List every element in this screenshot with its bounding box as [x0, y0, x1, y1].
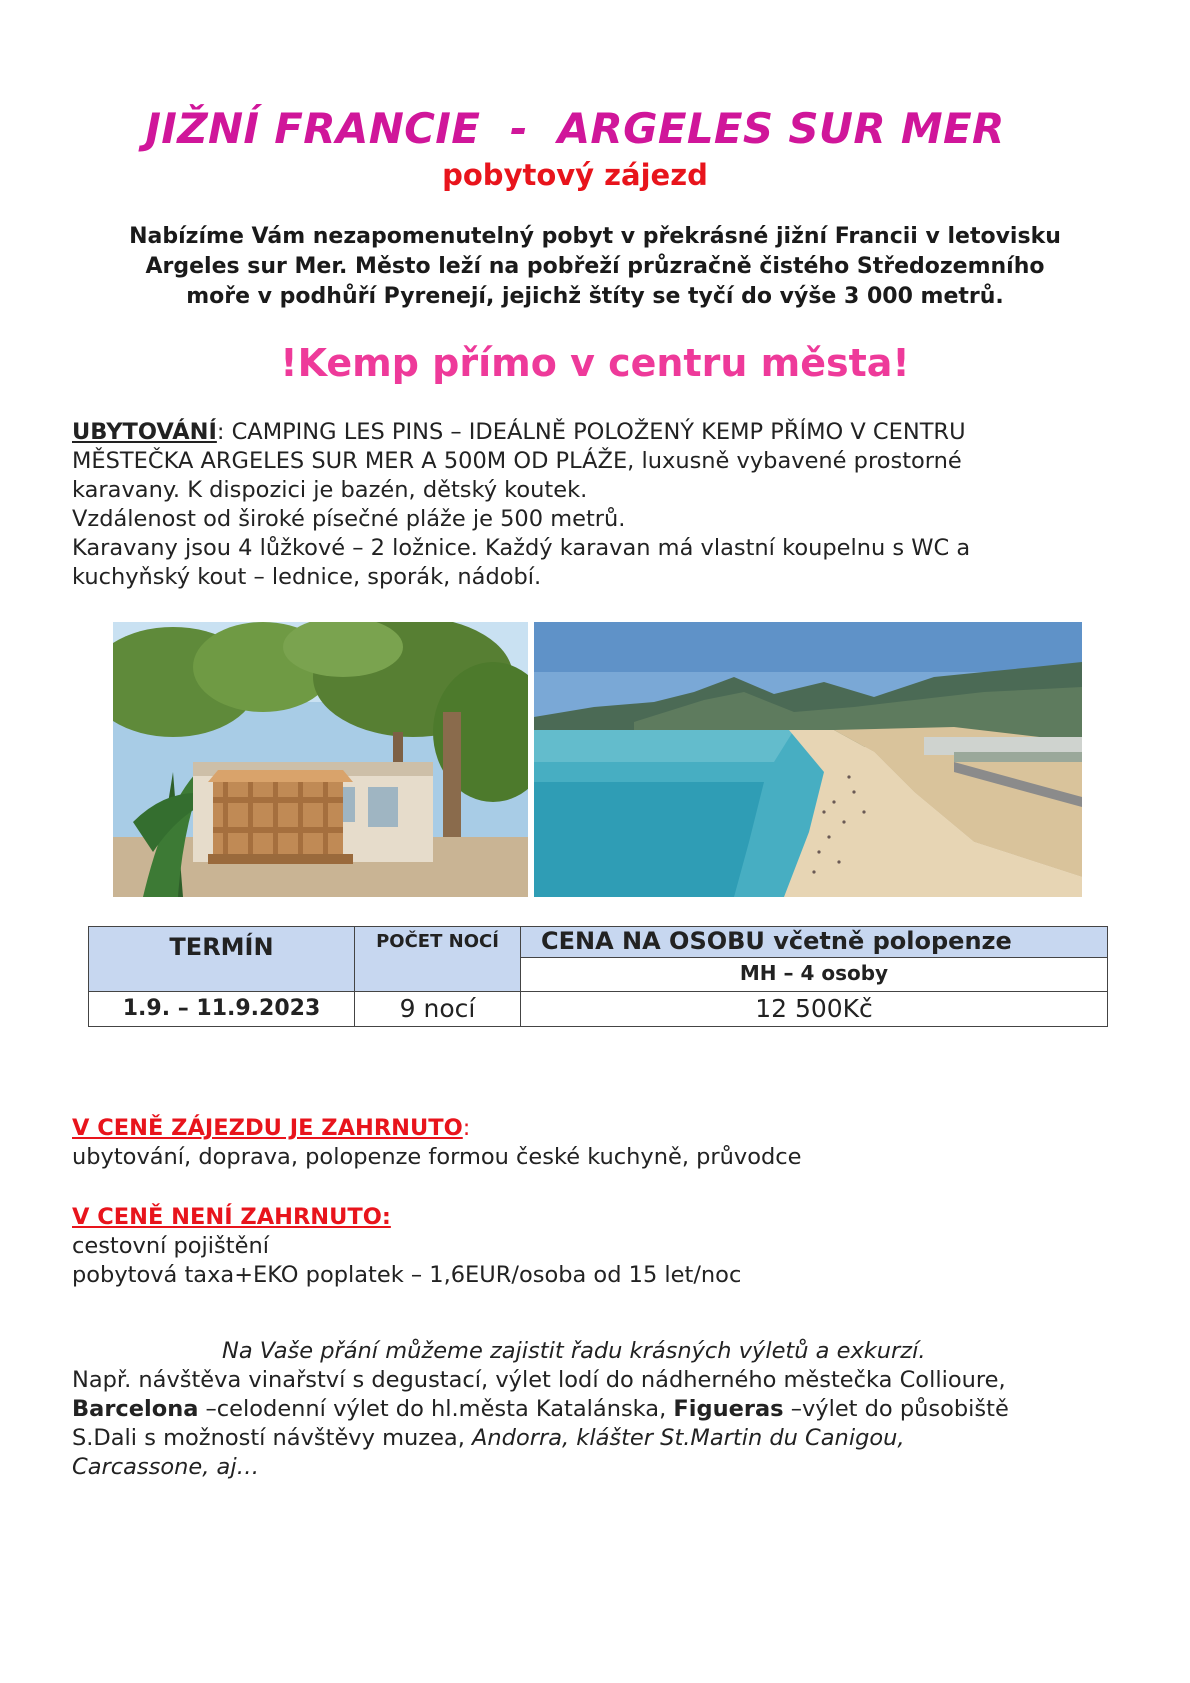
trips-line-4: Carcassone, aj…	[72, 1454, 260, 1480]
accommodation-line-1	[72, 418, 1132, 447]
col-header-nights: POČET NOCÍ	[355, 927, 521, 992]
trip-andorra-text: Andorra, klášter St.Martin du Canigou,	[472, 1425, 905, 1451]
not-included-heading: V CENĚ NENÍ ZAHRNUTO:	[72, 1204, 391, 1230]
intro-paragraph	[80, 222, 1110, 312]
table-row	[89, 992, 1108, 1027]
col-header-price: CENA NA OSOBU včetně polopenze	[521, 927, 1108, 958]
accommodation-section	[72, 418, 1132, 592]
trips-line-3	[72, 1424, 1132, 1453]
trips-line-2	[72, 1395, 1132, 1424]
trips-intro: Na Vaše přání můžeme zajistit řadu krásných výletů a exkurzí.	[222, 1338, 926, 1364]
intro-line: moře v podhůří Pyrenejí, jejichž štíty se tyčí do výše 3 000 metrů.	[186, 284, 1004, 309]
cell-nights: 9 nocí	[355, 992, 521, 1027]
price-table	[88, 926, 1108, 1027]
cell-price: 12 500Kč	[521, 992, 1108, 1027]
cell-date: 1.9. – 11.9.2023	[89, 992, 355, 1027]
camping-caravan-photo	[113, 622, 528, 897]
col-subheader-price: MH – 4 osoby	[521, 958, 1108, 992]
included-section	[72, 1114, 1132, 1172]
included-colon: :	[462, 1115, 471, 1141]
accommodation-line-3: karavany. K dispozici je bazén, dětský koutek.	[72, 477, 588, 503]
included-heading: V CENĚ ZÁJEZDU JE ZAHRNUTO	[72, 1115, 463, 1141]
not-included-line-2: pobytová taxa+EKO poplatek – 1,6EUR/osoba od 15 let/noc	[72, 1262, 742, 1288]
page-subtitle: pobytový zájezd	[442, 158, 708, 192]
page-title: JIŽNÍ FRANCIE - ARGELES SUR MER	[145, 104, 1005, 153]
not-included-line-1: cestovní pojištění	[72, 1233, 269, 1259]
trip-figueras: Figueras	[673, 1396, 784, 1422]
accommodation-line-6: kuchyňský kout – lednice, sporák, nádobí.	[72, 564, 542, 590]
not-included-section	[72, 1203, 1132, 1290]
trip-dali-text: S.Dali s možností návštěvy muzea,	[72, 1425, 473, 1451]
accommodation-line-2: MĚSTEČKA ARGELES SUR MER A 500M OD PLÁŽE, luxusně vybavené prostorné	[72, 448, 962, 474]
trips-line-1: Např. návštěva vinařství s degustací, výlet lodí do nádherného městečka Collioure,	[72, 1367, 1006, 1393]
camp-highlight: !Kemp přímo v centru města!	[280, 341, 910, 385]
trips-section	[72, 1337, 1132, 1482]
trip-barcelona-text: –celodenní výlet do hl.města Katalánska,	[198, 1396, 674, 1422]
trip-figueras-text: –výlet do působiště	[783, 1396, 1009, 1422]
accommodation-line-4: Vzdálenost od široké písečné pláže je 500 metrů.	[72, 506, 626, 532]
intro-line: Argeles sur Mer. Město leží na pobřeží průzračně čistého Středozemního	[145, 254, 1045, 279]
accommodation-line-5: Karavany jsou 4 lůžkové – 2 ložnice. Každý karavan má vlastní koupelnu s WC a	[72, 535, 971, 561]
col-header-term: TERMÍN	[89, 927, 355, 992]
intro-line: Nabízíme Vám nezapomenutelný pobyt v překrásné jižní Francii v letovisku	[129, 224, 1061, 249]
beach-coast-photo	[534, 622, 1082, 897]
trip-barcelona: Barcelona	[72, 1396, 199, 1422]
accommodation-label: UBYTOVÁNÍ	[72, 419, 217, 445]
included-text: ubytování, doprava, polopenze formou české kuchyně, průvodce	[72, 1144, 802, 1170]
accommodation-text: : CAMPING LES PINS – IDEÁLNĚ POLOŽENÝ KEMP PŘÍMO V CENTRU	[216, 419, 966, 445]
